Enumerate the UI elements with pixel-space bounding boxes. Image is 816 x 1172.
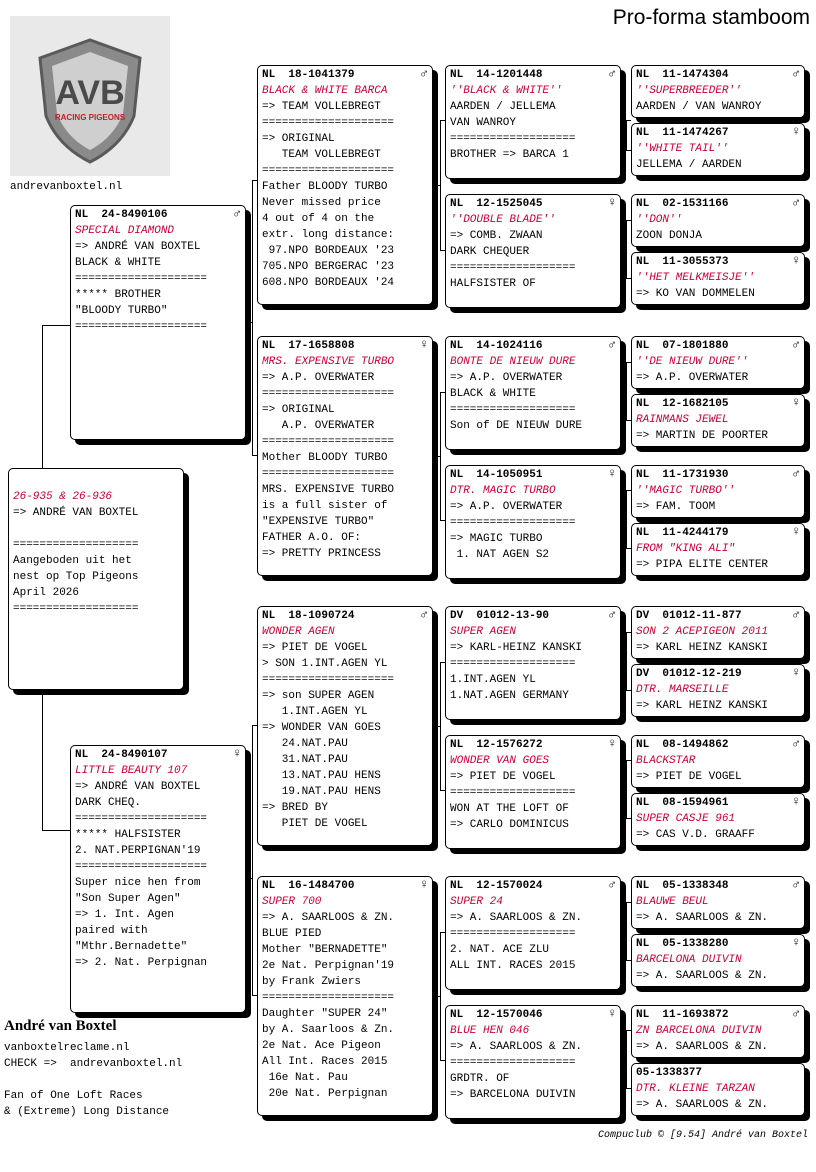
female-icon: ♀ [792,395,800,410]
male-icon: ♂ [420,66,428,81]
pigeon-info-line: => A.P. OVERWATER [450,372,563,384]
pigeon-name: ''HET MELKMEISJE'' [636,272,755,284]
pigeon-info-line: 16e Nat. Pau [262,1072,348,1084]
pigeon-info-line: => A. SAARLOOS & ZN. [636,1099,769,1111]
separator: ==================== [262,117,395,129]
female-icon: ♀ [792,794,800,809]
pigeon-info-line: All Int. Races 2015 [262,1056,388,1068]
pigeon-info-line: => PIET DE VOGEL [636,771,742,783]
pigeon-name: ''DON'' [636,214,683,226]
pigeon-info-line: 24.NAT.PAU [262,738,348,750]
ring-number: 05-1338377 [636,1067,703,1079]
pigeon-info-line: 608.NPO BORDEAUX '24 [262,277,395,289]
pigeon-name: DTR. MARSEILLE [636,684,729,696]
connector-line [626,632,627,691]
ring-number: NL 02-1531166 [636,198,729,210]
female-icon: ♀ [608,466,616,481]
pedigree-card-dv-01012-12-219[interactable] [631,664,805,717]
pigeon-info-line: ALL INT. RACES 2015 [450,960,576,972]
separator: =================== [450,404,576,416]
pigeon-info-line: 19.NAT.PAU HENS [262,786,381,798]
male-icon: ♂ [608,607,616,622]
pedigree-card-nl-12-1682105[interactable] [631,394,805,447]
pigeon-info-line: => WONDER VAN GOES [262,722,381,734]
ring-number: DV 01012-13-90 [450,610,550,622]
pigeon-info-line: => A. SAARLOOS & ZN. [450,1041,583,1053]
pigeon-info-line: => 1. Int. Agen [75,909,175,921]
subject-line: => ANDRÉ VAN BOXTEL [13,507,139,519]
pedigree-card-nl-14-1024116[interactable] [445,336,621,450]
pigeon-name: SUPER 700 [262,896,322,908]
avb-logo [10,16,170,176]
pigeon-info-line: => A. SAARLOOS & ZN. [636,970,769,982]
pigeon-info-line: AARDEN / JELLEMA [450,101,556,113]
pigeon-name: SUPER AGEN [450,626,517,638]
pedigree-card-nl-18-1041379[interactable] [257,65,433,305]
pigeon-name: FROM "KING ALI" [636,543,736,555]
male-icon: ♂ [608,877,616,892]
pigeon-name: DTR. KLEINE TARZAN [636,1083,755,1095]
connector-line [626,902,627,961]
pigeon-name: ''SUPERBREEDER'' [636,85,742,97]
pigeon-info-line: => CAS V.D. GRAAFF [636,829,755,841]
pigeon-info-line: 1.NAT.AGEN GERMANY [450,690,569,702]
pedigree-card-nl-11-1731930[interactable] [631,465,805,518]
connector-line [626,120,631,121]
ring-number: NL 12-1570024 [450,880,543,892]
pigeon-info-line: 1.INT.AGEN YL [262,706,368,718]
pigeon-info-line: => COMB. ZWAAN [450,230,543,242]
pedigree-card-nl-17-1658808[interactable] [257,336,433,576]
pigeon-info-line: => A.P. OVERWATER [262,372,375,384]
pigeon-info-line: BLACK & WHITE [450,388,536,400]
connector-line [252,180,253,456]
pigeon-info-line: 20e Nat. Perpignan [262,1088,388,1100]
female-icon: ♀ [608,1006,616,1021]
separator: =================== [13,539,139,551]
pigeon-info-line: => A. SAARLOOS & ZN. [450,912,583,924]
pigeon-info-line: PIET DE VOGEL [262,818,368,830]
separator: ==================== [262,436,395,448]
separator: =================== [450,262,576,274]
separator: ==================== [262,388,395,400]
female-icon: ♀ [233,746,241,761]
pigeon-info-line: VAN WANROY [450,117,517,129]
pigeon-info-line: => TEAM VOLLEBREGT [262,101,381,113]
pigeon-info-line: => KARL-HEINZ KANSKI [450,642,583,654]
pedigree-card-nl-24-8490107[interactable] [70,745,246,1013]
pigeon-info-line: JELLEMA / AARDEN [636,159,742,171]
pigeon-info-line: 4 out of 4 on the [262,213,375,225]
logo-subtext: RACING PIGEONS [54,113,126,122]
pigeon-info-line: A.P. OVERWATER [262,420,375,432]
website-link[interactable]: andrevanboxtel.nl [10,181,123,193]
pigeon-info-line: => son SUPER AGEN [262,690,375,702]
pedigree-card-dv-01012-13-90[interactable] [445,606,621,720]
pigeon-name: ''WHITE TAIL'' [636,143,729,155]
pigeon-info-line: => PIET DE VOGEL [450,771,556,783]
subject-line: April 2026 [13,587,80,599]
pigeon-name: BLUE HEN 046 [450,1025,530,1037]
author-block [4,1018,182,1120]
ring-number: NL 07-1801880 [636,340,729,352]
ring-number: NL 11-1474304 [636,69,729,81]
pedigree-card-nl-12-1570024[interactable] [445,876,621,990]
pigeon-info-line: => 2. Nat. Perpignan [75,957,208,969]
pedigree-card-nl-11-3055373[interactable] [631,252,805,305]
author-line [4,1072,182,1088]
pigeon-info-line: by A. Saarloos & Zn. [262,1024,395,1036]
ring-number: NL 14-1201448 [450,69,543,81]
separator: ==================== [75,273,208,285]
ring-number: NL 24-8490107 [75,749,168,761]
separator: ==================== [262,468,395,480]
male-icon: ♂ [792,337,800,352]
footer-credit: Compuclub © [9.54] André van Boxtel [597,1130,808,1141]
ring-number: NL 12-1525045 [450,198,543,210]
subject-card[interactable] [8,468,184,690]
pigeon-info-line: WON AT THE LOFT OF [450,803,569,815]
pigeon-info-line: "EXPENSIVE TURBO" [262,516,375,528]
separator: ==================== [262,674,395,686]
female-icon: ♀ [420,337,428,352]
pedigree-card-nl-05-1338348[interactable] [631,876,805,929]
connector-line [440,932,441,1061]
pigeon-info-line: MRS. EXPENSIVE TURBO [262,484,395,496]
female-icon: ♀ [792,935,800,950]
female-icon: ♀ [420,877,428,892]
pigeon-info-line: is a full sister of [262,500,388,512]
pigeon-info-line: => ORIGINAL [262,133,335,145]
logo-text: AVB [55,74,125,112]
male-icon: ♂ [792,1006,800,1021]
ring-number: NL 08-1594961 [636,797,729,809]
pigeon-info-line: => A. SAARLOOS & ZN. [636,912,769,924]
separator: ==================== [75,321,208,333]
pedigree-card-nl-11-1693872[interactable] [631,1005,805,1058]
female-icon: ♀ [792,524,800,539]
ring-number: NL 11-1693872 [636,1009,729,1021]
connector-line [622,519,626,520]
pigeon-info-line: Son of DE NIEUW DURE [450,420,583,432]
connector-line [622,1059,626,1060]
separator: =================== [13,603,139,615]
pigeon-info-line: => A. SAARLOOS & ZN. [262,912,395,924]
pigeon-info-line: 97.NPO BORDEAUX '23 [262,245,395,257]
pigeon-name: ''BLACK & WHITE'' [450,85,563,97]
pigeon-info-line: 1.INT.AGEN YL [450,674,536,686]
pigeon-info-line: ***** BROTHER [75,289,161,301]
connector-line [622,135,626,136]
author-line: & (Extreme) Long Distance [4,1106,170,1118]
connector-line [440,662,441,791]
pedigree-card-nl-08-1594961[interactable] [631,793,805,846]
pigeon-name: WONDER VAN GOES [450,755,550,767]
pigeon-info-line: => A. SAARLOOS & ZN. [636,1041,769,1053]
pedigree-card-nl-12-1576272[interactable] [445,735,621,849]
female-icon: ♀ [792,253,800,268]
pigeon-info-line: => MARTIN DE POORTER [636,430,769,442]
connector-line [626,120,627,151]
pigeon-info-line: "Mthr.Bernadette" [75,941,188,953]
ring-number: NL 11-3055373 [636,256,729,268]
pigeon-info-line: FATHER A.O. OF: [262,532,362,544]
ring-number: NL 18-1090724 [262,610,355,622]
pigeon-info-line: => MAGIC TURBO [450,533,543,545]
connector-line [252,725,253,996]
subject-line: nest op Top Pigeons [13,571,139,583]
connector-line [42,325,43,468]
pigeon-info-line: => PIPA ELITE CENTER [636,559,769,571]
ring-number: NL 12-1570046 [450,1009,543,1021]
connector-line [440,120,441,251]
pigeon-name: SUPER 24 [450,896,503,908]
pigeon-info-line: => KO VAN DOMMELEN [636,288,755,300]
author-details [4,1040,182,1120]
pigeon-info-line: > SON 1.INT.AGEN YL [262,658,388,670]
pedigree-card-nl-18-1090724[interactable] [257,606,433,846]
pigeon-info-line: ZOON DONJA [636,230,703,242]
separator: ==================== [262,992,395,1004]
pigeon-info-line: HALFSISTER OF [450,278,536,290]
pigeon-name: ZN BARCELONA DUIVIN [636,1025,762,1037]
author-line: vanboxtelreclame.nl [4,1042,130,1054]
pigeon-name: DTR. MAGIC TURBO [450,485,556,497]
ring-number: DV 01012-11-877 [636,610,742,622]
pigeon-info-line: => ANDRÉ VAN BOXTEL [75,781,201,793]
pigeon-name: BLAUWE BEUL [636,896,709,908]
connector-line [622,391,626,392]
pigeon-info-line: by Frank Zwiers [262,976,362,988]
pigeon-info-line: => A.P. OVERWATER [636,372,749,384]
pigeon-info-line: 2. NAT. ACE ZLU [450,944,550,956]
pedigree-card-05-1338377[interactable] [631,1063,805,1116]
separator: =================== [450,133,576,145]
pigeon-info-line: => PIET DE VOGEL [262,642,368,654]
pigeon-name: BLACKSTAR [636,755,696,767]
pigeon-name: SPECIAL DIAMOND [75,225,175,237]
pigeon-info-line: BROTHER => BARCA 1 [450,149,569,161]
pigeon-info-line: Mother BLOODY TURBO [262,452,388,464]
pedigree-card-nl-02-1531166[interactable] [631,194,805,247]
male-icon: ♂ [792,195,800,210]
subject-line [13,521,179,537]
separator: =================== [450,517,576,529]
male-icon: ♂ [792,877,800,892]
connector-line [42,830,70,831]
ring-number: NL 18-1041379 [262,69,355,81]
ring-number: NL 05-1338348 [636,880,729,892]
pigeon-info-line: => KARL HEINZ KANSKI [636,700,769,712]
pigeon-info-line: 705.NPO BERGERAC '23 [262,261,395,273]
pigeon-info-line: 2e Nat. Perpignan'19 [262,960,395,972]
pigeon-info-line: 31.NAT.PAU [262,754,348,766]
pigeon-name: ''DE NIEUW DURE'' [636,356,749,368]
separator: ==================== [75,861,208,873]
pedigree-card-nl-11-1474304[interactable] [631,65,805,118]
pigeon-info-line: 2e Nat. Ace Pigeon [262,1040,381,1052]
ring-number: NL 08-1494862 [636,739,729,751]
male-icon: ♂ [792,607,800,622]
pigeon-info-line: 2. NAT.PERPIGNAN'19 [75,845,201,857]
pigeon-info-line: DARK CHEQUER [450,246,530,258]
separator: =================== [450,658,576,670]
pigeon-info-line: ***** HALFSISTER [75,829,181,841]
connector-line [42,325,70,326]
pigeon-name: SUPER CASJE 961 [636,813,736,825]
pigeon-name: LITTLE BEAUTY 107 [75,765,188,777]
pigeon-info-line: "Son Super Agen" [75,893,181,905]
pigeon-info-line: Never missed price [262,197,381,209]
pigeon-info-line: "BLOODY TURBO" [75,305,168,317]
pigeon-info-line: paired with [75,925,148,937]
pigeon-info-line: => CARLO DOMINICUS [450,819,569,831]
separator: ==================== [75,813,208,825]
connector-line [626,362,627,421]
ring-number: NL 12-1682105 [636,398,729,410]
pigeon-name: WONDER AGEN [262,626,335,638]
pedigree-card-dv-01012-11-877[interactable] [631,606,805,659]
pigeon-info-line: => BARCELONA DUIVIN [450,1089,576,1101]
pigeon-info-line: => PRETTY PRINCESS [262,548,381,560]
pedigree-card-nl-14-1201448[interactable] [445,65,621,179]
separator: =================== [450,787,576,799]
pigeon-info-line: Father BLOODY TURBO [262,181,388,193]
subject-line: Aangeboden uit het [13,555,132,567]
pedigree-card-nl-07-1801880[interactable] [631,336,805,389]
ring-number: NL 14-1024116 [450,340,543,352]
connector-line [626,490,627,549]
separator: ==================== [262,165,395,177]
ring-number: NL 11-1474267 [636,127,729,139]
pigeon-info-line: => BRED BY [262,802,329,814]
pigeon-name: ''MAGIC TURBO'' [636,485,736,497]
pigeon-info-line: AARDEN / VAN WANROY [636,101,762,113]
ring-number: NL 24-8490106 [75,209,168,221]
pigeon-info-line: Daughter "SUPER 24" [262,1008,388,1020]
pedigree-card-nl-11-1474267[interactable] [631,123,805,176]
male-icon: ♂ [233,206,241,221]
connector-line [622,249,626,250]
pigeon-name: MRS. EXPENSIVE TURBO [262,356,395,368]
pigeon-info-line: Super nice hen from [75,877,201,889]
pigeon-name: ''DOUBLE BLADE'' [450,214,556,226]
ring-number: NL 11-4244179 [636,527,729,539]
connector-line [42,690,43,830]
male-icon: ♂ [792,66,800,81]
pedigree-card-nl-16-1484700[interactable] [257,876,433,1116]
pigeon-info-line: BLUE PIED [262,928,322,940]
website-check-line: CHECK => andrevanboxtel.nl [4,1058,183,1070]
connector-line [622,789,626,790]
male-icon: ♂ [420,607,428,622]
connector-line [622,661,626,662]
female-icon: ♀ [608,736,616,751]
author-name: André van Boxtel [4,1018,117,1034]
male-icon: ♂ [608,66,616,81]
pigeon-info-line: GRDTR. OF [450,1073,510,1085]
male-icon: ♂ [792,736,800,751]
pigeon-info-line: TEAM VOLLEBREGT [262,149,381,161]
subject-rings: 26-935 & 26-936 [13,491,113,503]
connector-line [440,392,441,521]
ring-number: NL 11-1731930 [636,469,729,481]
ring-number: NL 16-1484700 [262,880,355,892]
connector-line [622,931,626,932]
connector-line [626,220,627,279]
female-icon: ♀ [792,665,800,680]
pedigree-card-nl-08-1494862[interactable] [631,735,805,788]
pigeon-info-line: => FAM. TOOM [636,501,716,513]
pigeon-name: RAINMANS JEWEL [636,414,729,426]
male-icon: ♂ [608,337,616,352]
pigeon-name: BLACK & WHITE BARCA [262,85,388,97]
pigeon-name: SON 2 ACEPIGEON 2011 [636,626,769,638]
ring-number: NL 14-1050951 [450,469,543,481]
pigeon-info-line: => KARL HEINZ KANSKI [636,642,769,654]
pedigree-card-nl-12-1525045[interactable] [445,194,621,308]
female-icon: ♀ [792,124,800,139]
connector-line [626,760,627,819]
ring-number: NL 12-1576272 [450,739,543,751]
pedigree-card-nl-24-8490106[interactable] [70,205,246,440]
pigeon-info-line: BLACK & WHITE [75,257,161,269]
author-line: Fan of One Loft Races [4,1090,143,1102]
pigeon-info-line: 13.NAT.PAU HENS [262,770,381,782]
pigeon-name: BONTE DE NIEUW DURE [450,356,576,368]
pigeon-info-line: => A.P. OVERWATER [450,501,563,513]
pigeon-info-line: extr. long distance: [262,229,395,241]
ring-number: DV 01012-12-219 [636,668,742,680]
connector-line [626,1030,627,1089]
pigeon-info-line: => ORIGINAL [262,404,335,416]
pigeon-info-line: => ANDRÉ VAN BOXTEL [75,241,201,253]
pigeon-info-line: DARK CHEQ. [75,797,142,809]
pigeon-name: BARCELONA DUIVIN [636,954,742,966]
ring-number: NL 05-1338280 [636,938,729,950]
separator: =================== [450,928,576,940]
pedigree-card-nl-11-4244179[interactable] [631,523,805,576]
separator: =================== [450,1057,576,1069]
pedigree-card-nl-14-1050951[interactable] [445,465,621,579]
pigeon-info-line: Mother "BERNADETTE" [262,944,388,956]
male-icon: ♂ [792,466,800,481]
female-icon: ♀ [608,195,616,210]
ring-number: NL 17-1658808 [262,340,355,352]
pedigree-card-nl-05-1338280[interactable] [631,934,805,987]
page-title: Pro-forma stamboom [612,6,810,29]
pigeon-info-line: 1. NAT AGEN S2 [450,549,550,561]
pedigree-card-nl-12-1570046[interactable] [445,1005,621,1119]
